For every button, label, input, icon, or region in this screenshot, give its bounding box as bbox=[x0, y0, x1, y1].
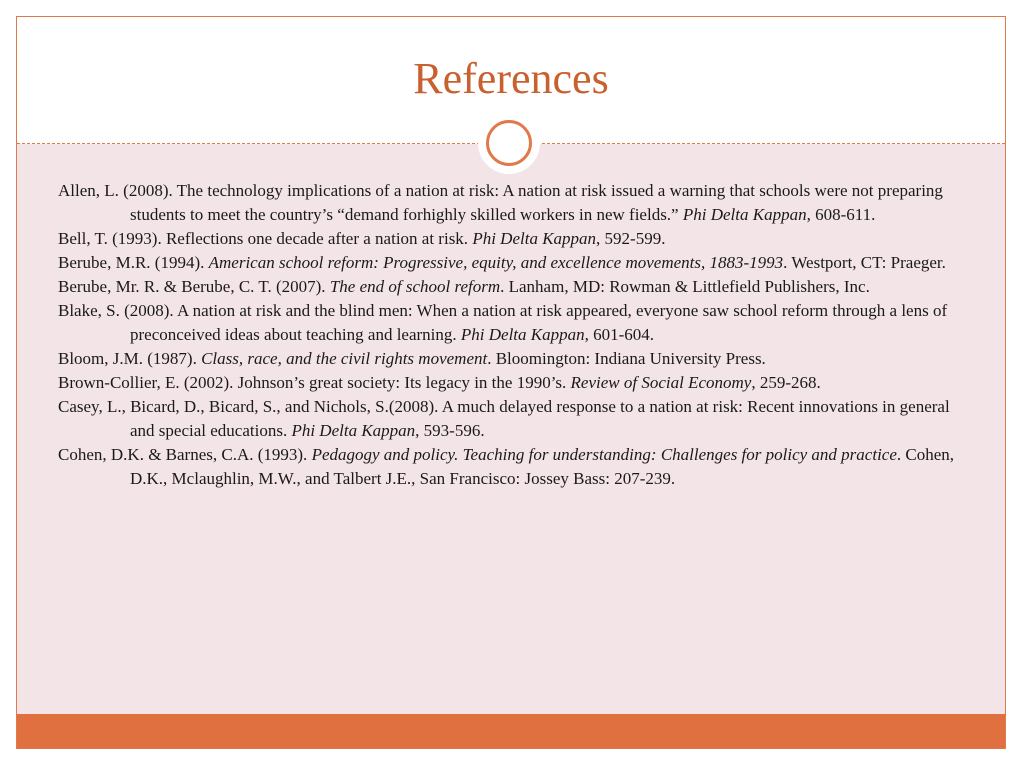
reference-entry: Berube, Mr. R. & Berube, C. T. (2007). The end of school reform. Lanham, MD: Rowman & Littlefield Publishers, Inc. bbox=[58, 277, 870, 296]
reference-entry: Allen, L. (2008). The technology implications of a nation at risk: A nation at risk issued a warning that schools were not preparing students to meet the country’s “demand forhighly skilled workers in new fields.” Phi Delta Kappan, 608-611. bbox=[58, 181, 943, 224]
reference-entry: Berube, M.R. (1994). American school reform: Progressive, equity, and excellence movements, 1883-1993. Westport, CT: Praeger. bbox=[58, 253, 946, 272]
slide-title: References bbox=[413, 54, 609, 103]
reference-entry: Casey, L., Bicard, D., Bicard, S., and Nichols, S.(2008). A much delayed response to a nation at risk: Recent innovations in general and special educations. Phi Delta Kappan, 593-596. bbox=[58, 397, 950, 440]
ring-icon bbox=[486, 120, 532, 166]
reference-entry: Bell, T. (1993). Reflections one decade after a nation at risk. Phi Delta Kappan, 592-599. bbox=[58, 229, 666, 248]
circle-ornament-icon bbox=[478, 112, 540, 174]
references-list bbox=[58, 179, 968, 491]
reference-entry: Bloom, J.M. (1987). Class, race, and the civil rights movement. Bloomington: Indiana University Press. bbox=[58, 349, 766, 368]
reference-entry: Brown-Collier, E. (2002). Johnson’s great society: Its legacy in the 1990’s. Review of Social Economy, 259-268. bbox=[58, 373, 821, 392]
bottom-bar bbox=[17, 714, 1005, 748]
reference-entry: Cohen, D.K. & Barnes, C.A. (1993). Pedagogy and policy. Teaching for understanding: Challenges for policy and practice. Cohen, D.K., Mclaughlin, M.W., and Talbert J.E., San Francisco: Jossey Bass: 207-239. bbox=[58, 445, 955, 488]
reference-entry: Blake, S. (2008). A nation at risk and the blind men: When a nation at risk appeared, everyone saw school reform through a lens of preconceived ideas about teaching and learning. Phi Delta Kappan, 601-604. bbox=[58, 301, 948, 344]
